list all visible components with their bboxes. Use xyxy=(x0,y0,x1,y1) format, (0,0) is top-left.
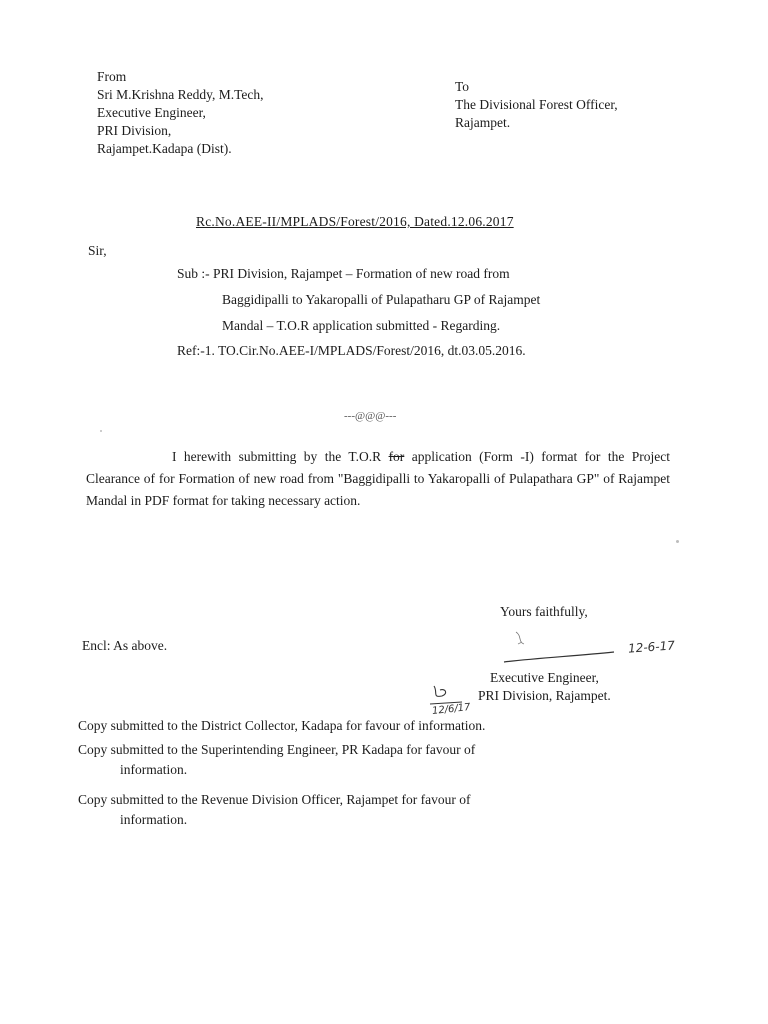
scan-speck xyxy=(676,540,679,543)
to-label: To xyxy=(455,79,470,94)
closing: Yours faithfully, xyxy=(500,604,588,619)
designation-title: Executive Engineer, xyxy=(490,670,599,685)
sender-name: Sri M.Krishna Reddy, M.Tech, xyxy=(97,87,264,102)
from-address-block xyxy=(97,68,264,158)
copy-line-superintending-engineer xyxy=(78,740,475,780)
scan-speck xyxy=(100,430,102,432)
enclosure: Encl: As above. xyxy=(82,638,168,653)
initials-date: 12/6/17 xyxy=(431,702,472,717)
subject-line-3: Mandal – T.O.R application submitted - Regarding. xyxy=(222,318,501,333)
subject-line-1: Sub :- PRI Division, Rajampet – Formation of new road from xyxy=(177,266,510,281)
recipient-location: Rajampet. xyxy=(455,115,511,130)
to-address-block xyxy=(455,78,618,132)
separator: ---@@@--- xyxy=(344,410,397,422)
body-text-end: application (Form -I) format for the Project Clearance of for Formation of new road from "Baggidipalli to Yakaropalli of Pulapathara GP" of Rajampet Mandal in PDF format for taking necessary action. xyxy=(86,449,670,508)
body-paragraph xyxy=(86,446,670,512)
copy-line-revenue-officer xyxy=(78,790,471,830)
reference-number: Rc.No.AEE-II/MPLADS/Forest/2016, Dated.12.06.2017 xyxy=(196,214,514,229)
body-text-start: I herewith submitting by the T.O.R xyxy=(172,449,389,464)
subject-line-2: Baggidipalli to Yakaropalli of Pulapatharu GP of Rajampet xyxy=(222,292,541,307)
sender-designation: Executive Engineer, xyxy=(97,105,206,120)
sender-division: PRI Division, xyxy=(97,123,172,138)
from-label: From xyxy=(97,69,127,84)
body-struck-word: for xyxy=(388,449,405,464)
signature-date: 12-6-17 xyxy=(627,638,676,656)
designation-office: PRI Division, Rajampet. xyxy=(478,688,611,703)
copy-text: Copy submitted to the District Collector, Kadapa for favour of information. xyxy=(78,718,486,733)
sender-location: Rajampet.Kadapa (Dist). xyxy=(97,141,232,156)
copy-line-collector xyxy=(78,716,485,736)
copy-text: Copy submitted to the Superintending Engineer, PR Kadapa for favour of xyxy=(78,742,476,757)
copy-text-continued: information. xyxy=(120,762,188,777)
copy-text-continued: information. xyxy=(120,812,188,827)
recipient-title: The Divisional Forest Officer, xyxy=(455,97,618,112)
salutation: Sir, xyxy=(88,243,107,258)
copy-text: Copy submitted to the Revenue Division Officer, Rajampet for favour of xyxy=(78,792,471,807)
reference-line: Ref:-1. TO.Cir.No.AEE-I/MPLADS/Forest/2016, dt.03.05.2016. xyxy=(177,343,526,358)
